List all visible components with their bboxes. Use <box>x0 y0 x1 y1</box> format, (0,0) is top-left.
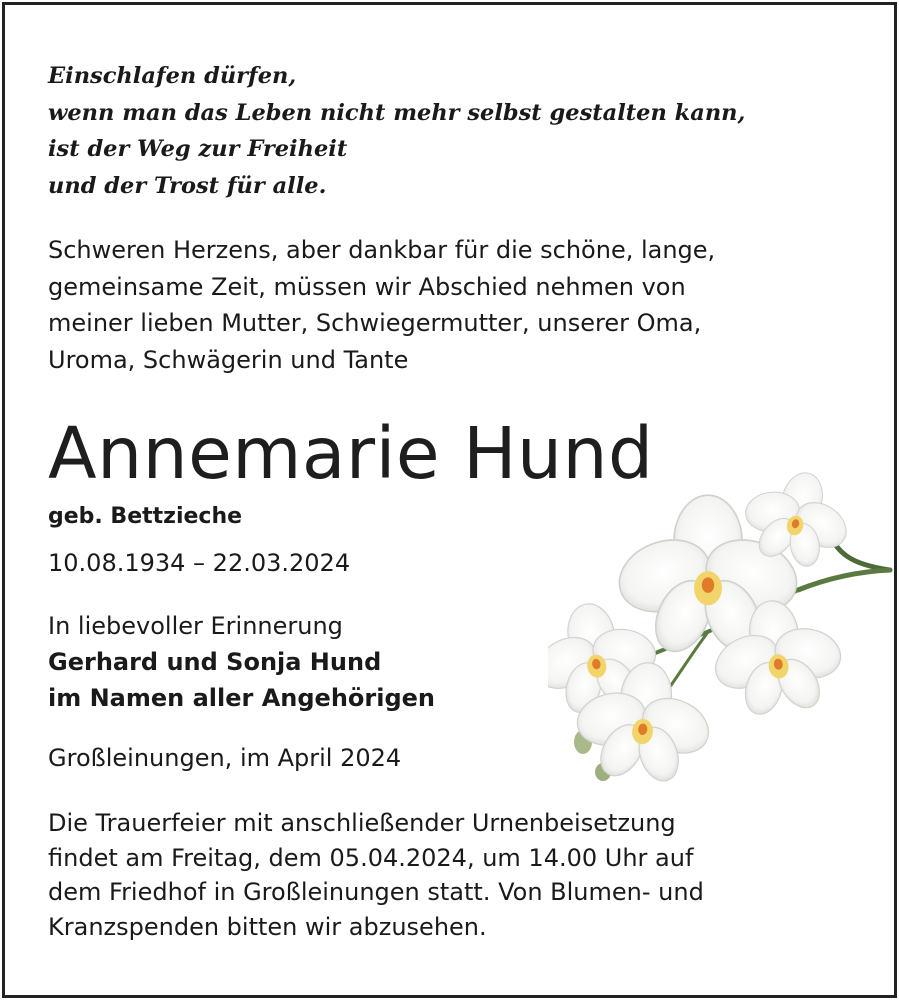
place-date: Großleinungen, im April 2024 <box>48 744 402 772</box>
mourners-names: Gerhard und Sonja Hund <box>48 648 382 676</box>
life-dates: 10.08.1934 – 22.03.2024 <box>48 549 351 577</box>
intro-text <box>48 232 715 378</box>
on-behalf-line: im Namen aller Angehörigen <box>48 684 436 712</box>
intro-line: meiner lieben Mutter, Schwiegermutter, unserer Oma, <box>48 309 702 337</box>
motto-line: ist der Weg zur Freiheit <box>48 136 348 162</box>
motto-line: und der Trost für alle. <box>48 172 327 199</box>
orchid-icon <box>548 472 894 784</box>
ceremony-line: Die Trauerfeier mit anschließender Urnenbeisetzung <box>48 809 676 837</box>
motto-line: Einschlafen dürfen, <box>48 63 297 89</box>
intro-line: gemeinsame Zeit, müssen wir Abschied nehmen von <box>48 272 686 301</box>
ceremony-line: findet am Freitag, dem 05.04.2024, um 14.00 Uhr auf <box>48 843 694 872</box>
intro-line: Uroma, Schwägerin und Tante <box>48 345 409 374</box>
deceased-name: Annemarie Hund <box>48 412 654 495</box>
motto-poem <box>48 58 745 204</box>
ceremony-line: dem Friedhof in Großleinungen statt. Von Blumen- und <box>48 878 704 906</box>
ceremony-line: Kranzspenden bitten wir abzusehen. <box>48 912 487 941</box>
maiden-name: geb. Bettzieche <box>48 504 243 529</box>
intro-line: Schweren Herzens, aber dankbar für die schöne, lange, <box>48 236 716 264</box>
ceremony-notice <box>48 806 704 944</box>
memory-lead: In liebevoller Erinnerung <box>48 612 343 640</box>
motto-line: wenn man das Leben nicht mehr selbst gestalten kann, <box>48 99 746 126</box>
memory-block <box>48 608 435 716</box>
